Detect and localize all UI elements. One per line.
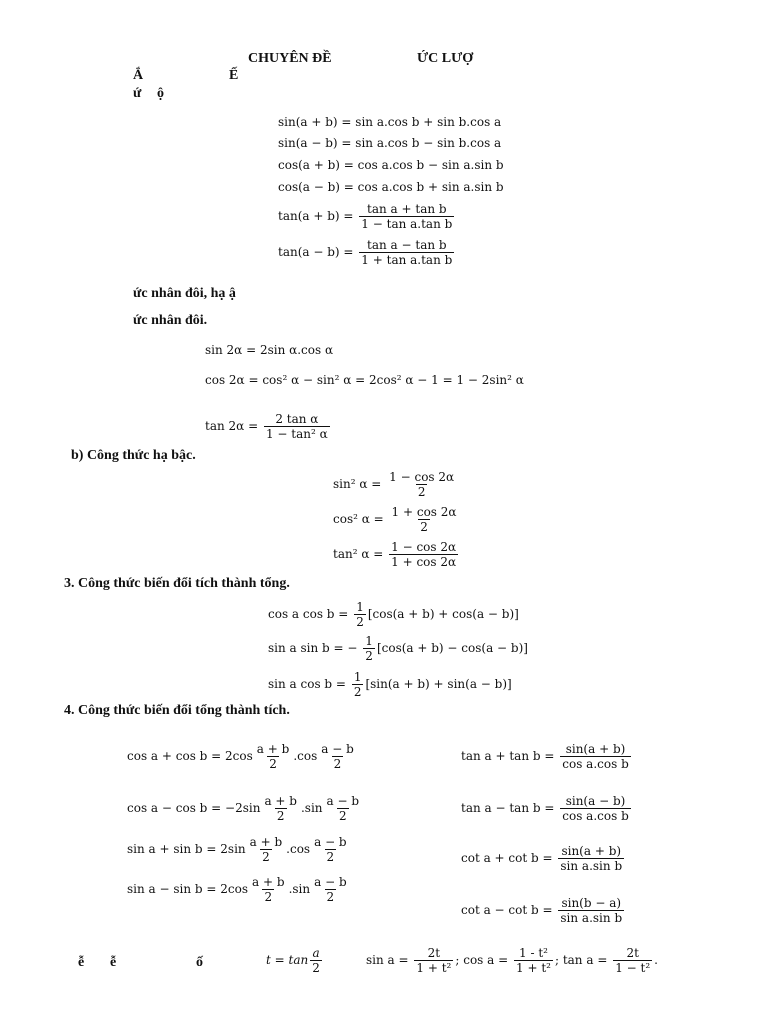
formula-t-identities bbox=[366, 946, 658, 975]
fraction bbox=[262, 794, 299, 823]
lhs: cos² α = bbox=[333, 512, 384, 526]
numerator: 1 bbox=[356, 600, 364, 614]
separator: ; bbox=[455, 953, 460, 967]
formula-cot-plus-cot bbox=[461, 844, 626, 873]
fraction bbox=[310, 946, 322, 975]
fraction bbox=[255, 742, 292, 771]
fraction bbox=[248, 835, 285, 864]
numerator: 2t bbox=[427, 946, 441, 960]
header-glyph: Ế bbox=[229, 68, 239, 83]
lhs: tan a − tan b = bbox=[461, 801, 555, 815]
denominator: 2 bbox=[264, 890, 273, 904]
denominator: 2 bbox=[262, 850, 270, 864]
lhs: tan 2α = bbox=[205, 419, 259, 433]
numerator: a − b bbox=[326, 794, 360, 808]
numerator: 2 tan α bbox=[275, 412, 319, 426]
fraction bbox=[312, 835, 349, 864]
numerator: 1 bbox=[365, 634, 373, 648]
denominator: 1 + t² bbox=[516, 961, 551, 975]
formula-sin-plus-sin bbox=[127, 835, 351, 864]
denominator: 2 bbox=[417, 485, 426, 499]
formula-cot-minus-cot bbox=[461, 896, 626, 925]
fraction bbox=[325, 794, 362, 823]
fraction bbox=[514, 946, 553, 975]
formula-tan-minus-tan bbox=[461, 794, 633, 823]
lhs: t = tan bbox=[266, 953, 309, 967]
lhs: sin a cos b = bbox=[268, 677, 346, 691]
denominator: 2 bbox=[338, 809, 347, 823]
fraction bbox=[352, 670, 364, 699]
fraction bbox=[390, 505, 459, 534]
formula-cos-sum: cos(a + b) = cos a.cos b − sin a.sin b bbox=[278, 158, 504, 172]
numerator: a + b bbox=[249, 835, 283, 849]
header-glyph: ộ bbox=[157, 86, 164, 101]
formula-tan-diff bbox=[278, 238, 456, 267]
sin-lhs: sin a = bbox=[366, 953, 409, 967]
mid: .sin bbox=[288, 882, 311, 896]
formula-sin-diff: sin(a − b) = sin a.cos b − sin b.cos a bbox=[278, 136, 502, 150]
lhs: sin a − sin b = 2cos bbox=[127, 882, 249, 896]
denominator: 2 bbox=[420, 520, 428, 534]
section2-sub-b: b) Công thức hạ bậc. bbox=[71, 448, 196, 463]
formula-cos-diff: cos(a − b) = cos a.cos b + sin a.sin b bbox=[278, 180, 504, 194]
fraction bbox=[359, 238, 454, 267]
fraction bbox=[389, 540, 458, 569]
title-left: CHUYÊN ĐỀ bbox=[248, 51, 332, 66]
denominator: 1 + cos 2α bbox=[391, 555, 457, 569]
lhs: tan² α = bbox=[333, 547, 384, 561]
formula-tan-plus-tan bbox=[461, 742, 633, 771]
separator: ; bbox=[554, 953, 559, 967]
mid: .cos bbox=[286, 842, 311, 856]
denominator: 2 bbox=[353, 685, 362, 699]
section2-sub-a: ức nhân đôi. bbox=[133, 313, 208, 328]
formula-cos-double: cos 2α = cos² α − sin² α = 2cos² α − 1 = 1 − 2sin² α bbox=[205, 373, 524, 387]
numerator: 1 − cos 2α bbox=[389, 470, 455, 484]
period: . bbox=[654, 953, 658, 967]
fraction bbox=[558, 844, 624, 873]
formula-t-substitution bbox=[266, 946, 324, 975]
denominator: 1 − tan² α bbox=[265, 427, 328, 441]
formula-sin-cos bbox=[268, 670, 512, 699]
fraction bbox=[558, 896, 624, 925]
numerator: a − b bbox=[314, 835, 347, 849]
fraction bbox=[319, 742, 356, 771]
rhs: [cos(a + b) + cos(a − b)] bbox=[367, 607, 519, 621]
lhs: cot a + cot b = bbox=[461, 851, 553, 865]
lhs: cos a + cos b = 2cos bbox=[127, 749, 253, 763]
denominator: 1 + t² bbox=[416, 961, 452, 975]
formula-tan-double bbox=[205, 412, 332, 441]
formula-tan-square bbox=[333, 540, 460, 569]
lhs: tan(a + b) = bbox=[278, 209, 354, 223]
numerator: 2t bbox=[626, 946, 639, 960]
lhs: cos a cos b = bbox=[268, 607, 349, 621]
lhs: cot a − cot b = bbox=[461, 903, 553, 917]
mid: .cos bbox=[293, 749, 318, 763]
denominator: 2 bbox=[333, 757, 342, 771]
lhs: sin a + sin b = 2sin bbox=[127, 842, 246, 856]
rhs: [cos(a + b) − cos(a − b)] bbox=[376, 641, 528, 655]
denominator: 2 bbox=[326, 850, 335, 864]
denominator: 2 bbox=[276, 809, 285, 823]
denominator: 2 bbox=[312, 961, 320, 975]
section3-heading: 3. Công thức biến đổi tích thành tổng. bbox=[64, 576, 290, 591]
section5-glyph: ễ bbox=[110, 955, 117, 970]
denominator: sin a.sin b bbox=[560, 859, 623, 873]
numerator: 1 bbox=[353, 670, 362, 684]
denominator: 2 bbox=[356, 615, 364, 629]
fraction bbox=[363, 634, 375, 663]
denominator: 2 bbox=[269, 757, 277, 771]
numerator: a + b bbox=[264, 794, 297, 808]
formula-sin-sin bbox=[268, 634, 528, 663]
formula-sin-square bbox=[333, 470, 458, 499]
lhs: tan(a − b) = bbox=[278, 245, 354, 259]
formula-cos-plus-cos bbox=[127, 742, 358, 771]
lhs: tan a + tan b = bbox=[461, 749, 555, 763]
section2-heading: ức nhân đôi, hạ ậ bbox=[133, 286, 236, 301]
numerator: sin(b − a) bbox=[561, 896, 622, 910]
formula-sin-minus-sin bbox=[127, 875, 351, 904]
fraction bbox=[560, 742, 631, 771]
fraction bbox=[560, 794, 631, 823]
numerator: a + b bbox=[256, 742, 290, 756]
numerator: a − b bbox=[314, 875, 347, 889]
section5-glyph: ố bbox=[196, 955, 203, 970]
numerator: a − b bbox=[321, 742, 354, 756]
formula-cos-cos bbox=[268, 600, 519, 629]
lhs: sin a sin b = − bbox=[268, 641, 358, 655]
denominator: 1 − tan a.tan b bbox=[361, 217, 453, 231]
numerator: sin(a − b) bbox=[565, 794, 626, 808]
numerator: a + b bbox=[252, 875, 285, 889]
numerator: 1 - t² bbox=[519, 946, 548, 960]
fraction bbox=[354, 600, 366, 629]
denominator: 1 − t² bbox=[615, 961, 651, 975]
numerator: a bbox=[312, 946, 320, 960]
tan-lhs: tan a = bbox=[562, 953, 608, 967]
formula-cos-square bbox=[333, 505, 461, 534]
fraction bbox=[312, 875, 349, 904]
denominator: cos a.cos b bbox=[562, 809, 629, 823]
numerator: 1 + cos 2α bbox=[391, 505, 457, 519]
header-glyph: Ắ bbox=[133, 68, 144, 83]
denominator: 2 bbox=[365, 649, 373, 663]
fraction bbox=[250, 875, 287, 904]
fraction bbox=[264, 412, 330, 441]
mid: .sin bbox=[300, 801, 323, 815]
formula-sin-sum: sin(a + b) = sin a.cos b + sin b.cos a bbox=[278, 115, 502, 129]
formula-tan-sum bbox=[278, 202, 456, 231]
rhs: [sin(a + b) + sin(a − b)] bbox=[365, 677, 512, 691]
section4-heading: 4. Công thức biến đổi tổng thành tích. bbox=[64, 703, 290, 718]
fraction bbox=[387, 470, 456, 499]
header-glyph: ứ bbox=[133, 86, 142, 101]
numerator: tan a − tan b bbox=[367, 238, 447, 252]
cos-lhs: cos a = bbox=[463, 953, 509, 967]
formula-sin-double: sin 2α = 2sin α.cos α bbox=[205, 343, 334, 357]
numerator: sin(a + b) bbox=[561, 844, 622, 858]
denominator: 2 bbox=[326, 890, 335, 904]
title-right: ỨC LƯỢ bbox=[417, 51, 474, 66]
fraction bbox=[359, 202, 454, 231]
lhs: cos a − cos b = −2sin bbox=[127, 801, 261, 815]
fraction bbox=[613, 946, 652, 975]
numerator: sin(a + b) bbox=[565, 742, 626, 756]
denominator: 1 + tan a.tan b bbox=[361, 253, 453, 267]
lhs: sin² α = bbox=[333, 477, 382, 491]
denominator: cos a.cos b bbox=[562, 757, 629, 771]
fraction bbox=[414, 946, 453, 975]
numerator: tan a + tan b bbox=[367, 202, 447, 216]
denominator: sin a.sin b bbox=[560, 911, 623, 925]
section5-glyph: ễ bbox=[78, 955, 85, 970]
numerator: 1 − cos 2α bbox=[391, 540, 457, 554]
formula-cos-minus-cos bbox=[127, 794, 363, 823]
